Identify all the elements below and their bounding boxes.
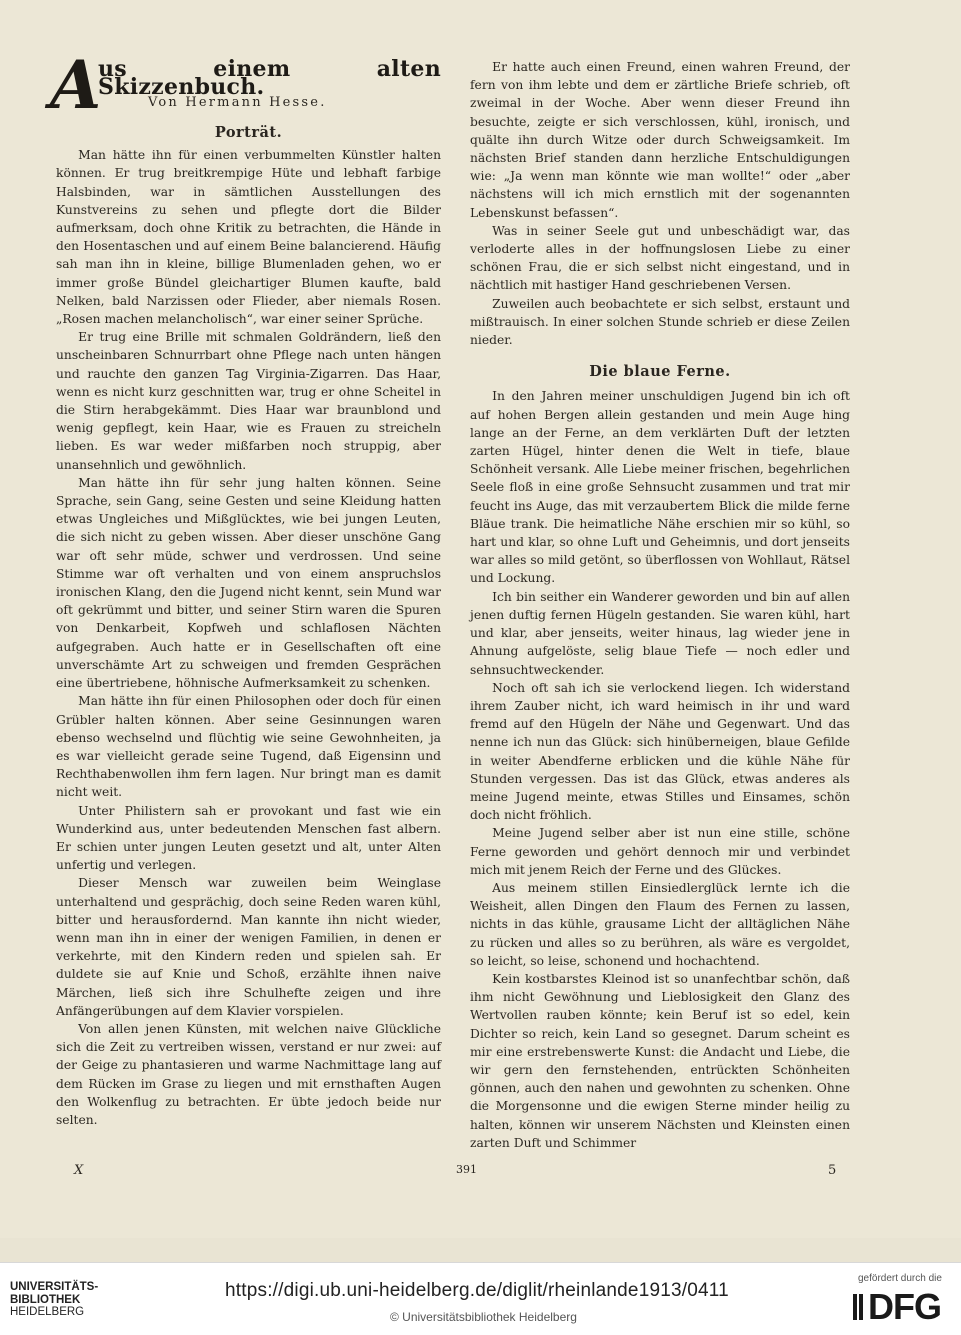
paragraph: In den Jahren meiner unschuldigen Jugend bin ich oft auf hohen Bergen allein gestanden und mein Auge hing lange an der Ferne, an dem verklärten Duft der letzten zarten Hügel, hinter denen die Welt in tiefe, blaue Schönheit versank. Alle Liebe meiner frischen, begehrlichen Seele floß in eine große Sehnsucht zusammen und trat mir feucht ins Auge, das mit verzaubertem Blick die milde ferne Bläue trank. Die heimatliche Nähe erschien mir so kühl, so hart und klar, so ohne Luft und Geheimnis, und dort jenseits war alles so mild getönt, so überflossen von Wohllaut, Rätsel und Lockung. xyxy=(470,389,850,586)
permalink-url[interactable]: https://digi.ub.uni-heidelberg.de/diglit/rheinlande1913/0411 xyxy=(225,1280,729,1301)
paragraph: Dieser Mensch war zuweilen beim Weinglase unterhaltend und gesprächig, doch seine Reden waren kühl, bitter und herausfordernd. Man kannte ihn nicht wieder, wenn man ihn in einer der wenigen Familien, in denen er verkehrte, mit den Kindern reden und spielen sah. Er duldete sie auf Knie und Schoß, erzählte ihnen naive Märchen, ließ sich ihre Schulhefte zeigen und ihre Anfängerübungen auf dem Klavier vorspielen. xyxy=(56,876,441,1018)
section-heading-portraet: Porträt. xyxy=(214,124,283,141)
paragraph: Zuweilen auch beobachtete er sich selbst, erstaunt und mißtrauisch. In einer solchen Stunde schrieb er diese Zeilen nieder. xyxy=(470,296,850,348)
left-column xyxy=(50,46,441,1129)
paragraph: Noch oft sah ich sie verlockend liegen. Ich widerstand ihrem Zauber nicht, ich ward heimisch in ihr und ward fremd auf den Hügeln der Nähe und Gegenwart. Und das nenne ich nun das Glück: sich hinüberneigen, blaue Gefilde in weiter Abendferne erblicken und die kühle Nähe für Stunden vergessen. Das ist das Glück, etwas anderes als meine Jugend meinte, etwas Stilles und Einsames, schön doch nicht fröhlich. xyxy=(470,680,850,823)
paragraph: Man hätte ihn für einen Philosophen oder doch für einen Grübler halten können. Aber seine Gesinnungen waren ebenso wechselnd und flüchtig wie seine Gewohnheiten, ja es war vielleicht gerade seine Tugend, daß Eigensinn und Rechthabenwollen ihm fern lagen. Nur bringt man es damit nicht weit. xyxy=(56,694,441,800)
viewer-footer-bar xyxy=(0,1262,961,1335)
article-header xyxy=(50,46,441,124)
copyright-notice: © Universitätsbibliothek Heidelberg xyxy=(390,1310,577,1324)
dropcap: A xyxy=(50,46,102,124)
library-name-line3: HEIDELBERG xyxy=(10,1306,85,1318)
paragraph: Er trug eine Brille mit schmalen Goldrändern, ließ den unscheinbaren Schnurrbart ohne Pflege nach unten hängen und rauchte den ganzen Tag Virginia-Zigarren. Das Haar, wenn es nicht kurz geschnitten war, trug er ohne Scheitel in die Stirn herabgekämmt. Dies Haar war braunblond und wenig gepflegt, kein Haar, wie es Frauen zu streicheln lieben. Es war weder mißfarben noch struppig, aber unansehnlich und gewöhnlich. xyxy=(56,330,441,472)
paragraph: Unter Philistern sah er provokant und fast wie ein Wunderkind aus, unter bedeutenden Menschen fast albern. Er schien unter jungen Leuten gesetzt und alt, unter Alten unfertig und verlegen. xyxy=(56,803,441,873)
paragraph: Was in seiner Seele gut und unbeschädigt war, das verloderte alles in der hoffnungslosen Liebe zu einer schönen Frau, die er sich selbst nicht eingestand, und in nächtlich mit hastiger Hand geschriebenen Versen. xyxy=(470,223,850,293)
signature-mark-right: 5 xyxy=(828,1163,837,1178)
paragraph: Kein kostbarstes Kleinod ist so unanfechtbar schön, daß ihm nicht Gewöhnung und Lieblosigkeit den Glanz des Wertvollen rauben könnte; kein Beruf ist so edel, kein Dichter so reich, kein Land so gesegnet. Darum scheint es mir eine erstrebenswerte Kunst: die Andacht und Liebe, die wir gern den fernstehenden, entrückten Schönheiten gönnen, auch den nahen und gewohnten zu schenken. Ohne die Morgensonne und die ewigen Sterne minder heilig zu halten, können wir unserem Nächsten und Kleinsten einen zarten Duft und Schimmer xyxy=(470,971,850,1150)
paragraph: Ich bin seither ein Wanderer geworden und bin auf allen jenen duftig fernen Hügeln gestanden. Sie waren kühl, hart und klar, aber jenseits, weiter hinaus, lag wieder jene in Ahnung aufgelöste, selig blaue Tiefe — noch edler und sehnsuchtweckender. xyxy=(470,589,850,677)
library-name-line1: UNIVERSITÄTS- xyxy=(10,1281,99,1293)
right-column xyxy=(470,58,850,1152)
paragraph: Man hätte ihn für sehr jung halten können. Seine Sprache, sein Gang, seine Gesten und seine Kleidung hatten etwas Ungleiches und Mißglücktes, wie bei jungen Leuten, die sich nicht zu geben wissen. Aber dieser unschöne Gang war oft sehr müde, schwer und verdrossen. Und seine Stimme war oft verhalten und von einem anspruchslos ironischen Klang, den die Jugend nicht kennt, sein Mund war oft gekrümmt und bitter, und seiner Stirn waren die Spuren von Denkarbeit, Kopfweh und schlaflosen Nächten aufgegraben. Auch hatte er in Gesellschaften oft eine unverschämte Art zu schweigen und fremden Gesprächen eine übertriebene, höhnische Aufmerksamkeit zu schenken. xyxy=(56,475,441,691)
author-byline: Von Hermann Hesse. xyxy=(148,95,327,110)
paragraph: Man hätte ihn für einen verbummelten Künstler halten können. Er trug breitkrempige Hüte und lebhaft farbige Halsbinden, war in sämtlichen Ausstellungen des Kunstvereins zu sehen und pflegte dort die Bilder aufmerksam, doch ohne Kritik zu betrachten, die Hände in den Hosentaschen und auf einem Beine balancierend. Häufig sah man ihn in kleine, billige Blumenladen gehen, wo er immer große Bündel gleichartiger Blumen kaufte, bald Nelken, bald Narzissen oder Flieder, aber niemals Rosen. „Rosen machen melancholisch“, war einer seiner Sprüche. xyxy=(56,148,441,327)
funding-note: gefördert durch die xyxy=(858,1273,942,1284)
paragraph: Aus meinem stillen Einsiedlerglück lernte ich die Weisheit, allen Dingen den Flaum des Fernen zu lassen, nichts in das kühle, grausame Licht der alltäglichen Nähe zu rücken und alles so zu berühren, als wäre es vergoldet, so leicht, so leise, schonend und hochachtend. xyxy=(470,880,850,968)
dfg-logo[interactable]: DFG xyxy=(868,1286,941,1327)
signature-mark-left: X xyxy=(74,1163,84,1178)
article-title: us einem alten Skizzenbuch. xyxy=(98,56,441,101)
paragraph: Er hatte auch einen Freund, einen wahren Freund, der fern von ihm lebte und dem er zärtliche Briefe schrieb, oft zweimal in der Woche. Aber wenn dieser Freund ihn besuchte, zeigte er sich verschlossen, kühl, ironisch, und quälte ihn durch Witze oder durch Schweigsamkeit. Im nächsten Brief standen dann herzliche Entschuldigungen wie: „Ja wenn man könnte wie man wollte!“ oder „aber nächstens will ich mich ernstlich mit der sogenannten Lebenskunst befassen“. xyxy=(470,60,850,220)
library-name-line2: BIBLIOTHEK xyxy=(10,1293,81,1306)
paragraph: Von allen jenen Künsten, mit welchen naive Glückliche sich die Zeit zu vertreiben wissen, verstand er nur zwei: auf der Geige zu phantasieren und warme Nachmittage lang auf dem Rücken im Grase zu liegen und mit ernsthaften Augen den Wolkenflug zu betrachten. Er übte jedoch beide nur selten. xyxy=(56,1021,441,1127)
paragraph: Meine Jugend selber aber ist nun eine stille, schöne Ferne geworden und gehört dennoch mir und verbindet mich mit jenem Reich der Ferne und des Glückes. xyxy=(470,826,850,877)
dfg-stripes-icon xyxy=(853,1292,867,1322)
library-logo[interactable] xyxy=(10,1281,98,1319)
section-heading-blaue-ferne: Die blaue Ferne. xyxy=(589,363,731,381)
page-number: 391 xyxy=(456,1163,477,1176)
